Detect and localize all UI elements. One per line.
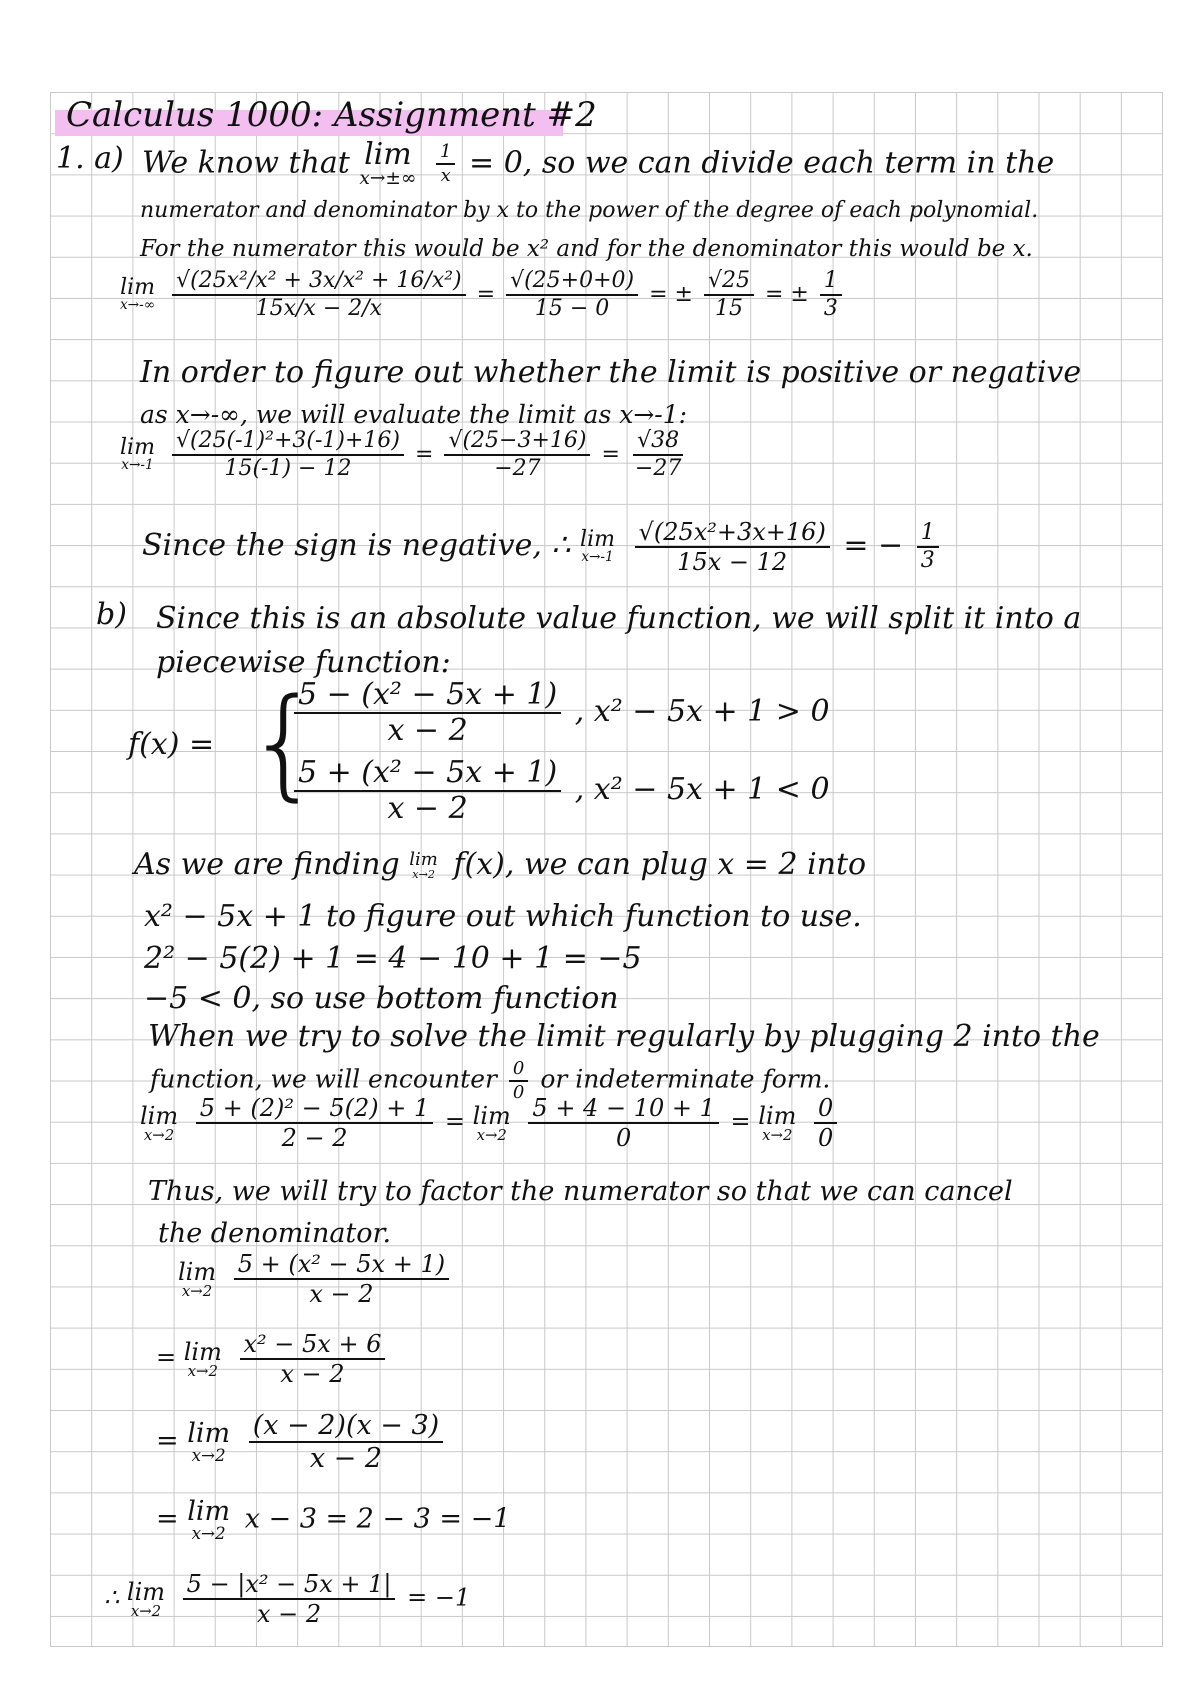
limit: lim x→-1 bbox=[120, 435, 155, 474]
limit: lim x→2 bbox=[472, 1101, 511, 1144]
limit: lim x→2 bbox=[758, 1101, 797, 1144]
q1b-line1: Since this is an absolute value function, we will split it into a bbox=[156, 601, 1082, 636]
limit: lim x→2 bbox=[140, 1101, 179, 1144]
thus-line1: Thus, we will try to factor the numerator so that we can cancel bbox=[148, 1176, 1013, 1207]
step4: = lim x→2 x − 3 = 2 − 3 = −1 bbox=[156, 1496, 511, 1543]
eq3: lim x→2 $\frac{\text{5 + (2)² − 5(2) + 1}}{2 - 2}$ = lim x→2 $\frac{5 + 4 - 10 + 1}{0}$ = lim x→2 $\frac{0}{0}$ bbox=[140, 1096, 841, 1150]
fraction: $\frac{\text{5 + (2)² − 5(2) + 1}}{2 - 2}$ bbox=[196, 1096, 434, 1150]
para1-line1: In order to figure out whether the limit is positive or negative bbox=[140, 355, 1082, 390]
therefore-symbol: ∴ bbox=[104, 1583, 120, 1612]
calc-line: 2² − 5(2) + 1 = 4 − 10 + 1 = −5 bbox=[144, 941, 642, 976]
q1a-line2: numerator and denominator by x to the power of the degree of each polynomial. bbox=[140, 198, 1039, 223]
step1 bbox=[178, 1252, 453, 1306]
q1b-label: b) bbox=[96, 597, 127, 632]
fraction: $\frac{1}{3}$ bbox=[820, 270, 842, 320]
fraction: $\frac{\text{5 − (x² − 5x + 1)}}{x - 2}$ bbox=[294, 680, 561, 746]
therefore-symbol: ∴ bbox=[551, 528, 571, 563]
limit: lim x→-1 bbox=[580, 527, 615, 566]
brace-symbol: { bbox=[246, 674, 323, 813]
step2: = lim x→2 $\frac{\text{x² − 5x + 6}}{x - 2}$ bbox=[156, 1332, 389, 1386]
q1a-line1-end: = 0, so we can divide each term in the bbox=[469, 145, 1055, 181]
fraction: $\frac{\text{5 − |x² − 5x + 1|}}{x - 2}$ bbox=[183, 1572, 396, 1626]
q1a-label: 1. a) bbox=[56, 141, 124, 176]
fraction: $\frac{√38}{-27}$ bbox=[634, 428, 682, 481]
final-line: ∴ lim x→2 $\frac{\text{5 − |x² − 5x + 1|}}{x - 2}$ = −1 bbox=[104, 1570, 471, 1628]
limit: lim x→2 bbox=[187, 1418, 231, 1466]
eq2: lim x→-1 $\frac{\text{√(25(-1)²+3(-1)+16)}}{15(-1) - 12}$ = $\frac{√(25-3+16)}{-27}$ = $\frac{√38}{-27}$ bbox=[120, 430, 689, 480]
limit: lim x→2 bbox=[183, 1337, 222, 1380]
fraction: $\frac{5 + 4 - 10 + 1}{0}$ bbox=[528, 1096, 718, 1150]
solve-line2: function, we will encounter $\frac{0}{0}$ or indeterminate form. bbox=[150, 1058, 831, 1103]
fraction: $\frac{\text{x² − 5x + 6}}{x - 2}$ bbox=[240, 1332, 386, 1386]
find-line2: x² − 5x + 1 to figure out which function to use. bbox=[144, 899, 862, 934]
pm-sign: = ± bbox=[765, 282, 809, 307]
limit: lim x→2 bbox=[187, 1496, 231, 1543]
para1-line2: as x→-∞, we will evaluate the limit as x→-1: bbox=[140, 400, 688, 429]
page-title: Calculus 1000: Assignment #2 bbox=[66, 95, 597, 135]
fraction: $\frac{\text{√(25(-1)²+3(-1)+16)}}{15(-1) - 12}$ bbox=[172, 430, 404, 480]
step3: = lim x→2 $\frac{(x - 2)(x - 3)}{x - 2}$ bbox=[156, 1412, 447, 1472]
fraction: $\frac{√(25+0+0)}{15 - 0}$ bbox=[506, 270, 638, 320]
pm-sign: = ± bbox=[649, 282, 693, 307]
fraction: $\frac{\text{√(25x²/x² + 3x/x² + 16/x²)}}{15x/x - 2/x}$ bbox=[172, 270, 466, 320]
limit: lim x→2 bbox=[409, 849, 438, 882]
fraction: $\frac{\text{√(25x²+3x+16)}}{15x - 12}$ bbox=[635, 520, 830, 574]
q1a-line3: For the numerator this would be x² and for the denominator this would be x. bbox=[140, 236, 1033, 262]
limit: lim x→-∞ bbox=[120, 275, 156, 314]
q1b-line2: piecewise function: bbox=[156, 645, 451, 680]
fraction: $\frac{0}{0}$ bbox=[509, 1060, 528, 1102]
neg-line: −5 < 0, so use bottom function bbox=[144, 981, 619, 1016]
case1: $\frac{\text{5 − (x² − 5x + 1)}}{x - 2}$ , x² − 5x + 1 > 0 bbox=[290, 680, 830, 746]
fraction: $\frac{\text{5 + (x² − 5x + 1)}}{x - 2}$ bbox=[294, 758, 561, 824]
limit: lim x→2 bbox=[178, 1257, 217, 1300]
fraction: $\frac{\text{5 + (x² − 5x + 1)}}{x - 2}$ bbox=[234, 1252, 449, 1306]
fraction: $\frac{1}{x}$ bbox=[436, 143, 455, 185]
q1a-line1 bbox=[142, 137, 1055, 189]
fraction: $\frac{(x - 2)(x - 3)}{x - 2}$ bbox=[249, 1412, 444, 1472]
fraction: $\frac{1}{3}$ bbox=[917, 522, 939, 572]
limit: lim x→2 bbox=[126, 1577, 166, 1620]
limit: lim x→±∞ bbox=[359, 137, 417, 189]
fraction: $\frac{0}{0}$ bbox=[814, 1096, 837, 1150]
thus-line2: the denominator. bbox=[158, 1218, 392, 1249]
find-line1: As we are finding lim x→2 f(x), we can plug x = 2 into bbox=[134, 847, 867, 882]
case2: $\frac{\text{5 + (x² − 5x + 1)}}{x - 2}$ , x² − 5x + 1 < 0 bbox=[290, 758, 830, 824]
since-line: Since the sign is negative, ∴ lim x→-1 $\frac{\text{√(25x²+3x+16)}}{15x - 12}$ = − $\frac{1}{3}$ bbox=[142, 520, 943, 574]
solve-line1: When we try to solve the limit regularly by plugging 2 into the bbox=[148, 1019, 1100, 1054]
fraction: $\frac{√25}{15}$ bbox=[704, 270, 754, 320]
fx-label: f(x) = bbox=[128, 727, 215, 762]
eq1: lim x→-∞ $\frac{\text{√(25x²/x² + 3x/x² + 16/x²)}}{15x/x - 2/x}$ = $\frac{√(25+0+0)}{15 - 0}$ = ± $\frac{√25}{15}$ = ± $\frac{1}{3}$ bbox=[120, 270, 846, 320]
fraction: $\frac{√(25-3+16)}{-27}$ bbox=[444, 430, 590, 480]
q1a-line1-text: We know that bbox=[142, 145, 350, 181]
